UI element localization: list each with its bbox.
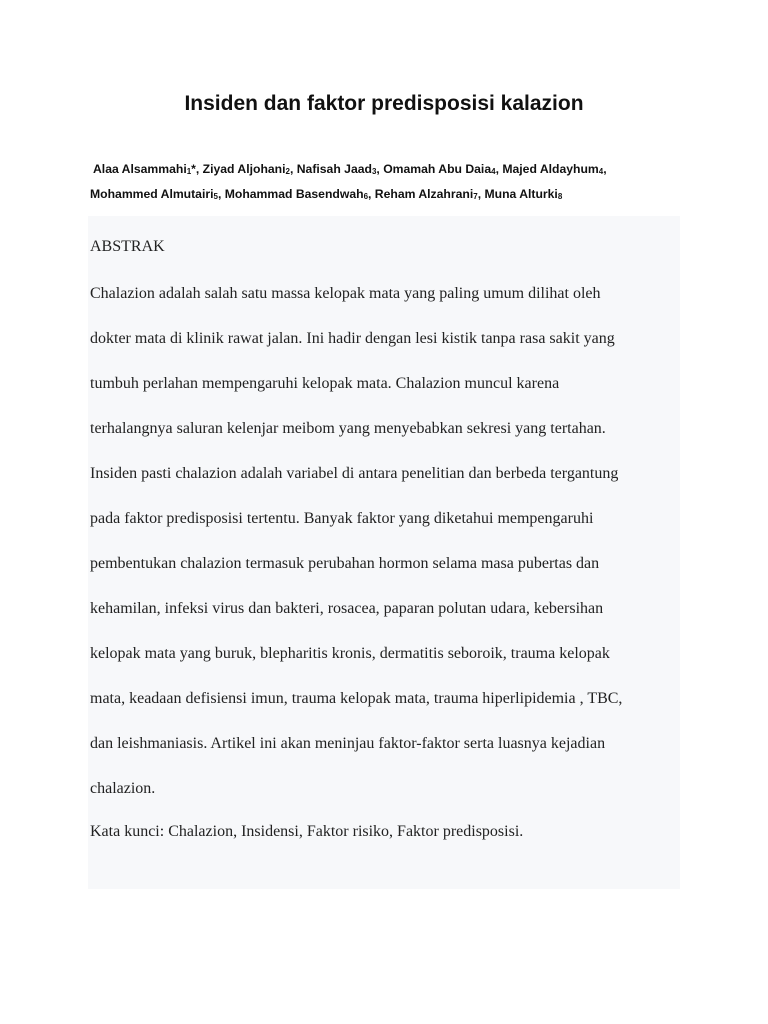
author-name: Reham Alzahrani bbox=[374, 187, 474, 201]
abstract-heading: ABSTRAK bbox=[90, 238, 165, 255]
author-affiliation: 8 bbox=[557, 192, 563, 201]
author-separator: , bbox=[217, 187, 225, 201]
abstract-line: dokter mata di klinik rawat jalan. Ini hadir dengan lesi kistik tanpa rasa sakit yang bbox=[90, 330, 615, 347]
author-affiliation: 5 bbox=[213, 192, 218, 201]
abstract-line: kelopak mata yang buruk, blepharitis kronis, dermatitis seboroik, trauma kelopak bbox=[90, 645, 610, 662]
author-affiliation: 4 bbox=[491, 167, 496, 176]
abstract-line: kehamilan, infeksi virus dan bakteri, rosacea, paparan polutan udara, kebersihan bbox=[90, 600, 604, 617]
author-name: Majed Aldayhum bbox=[502, 162, 599, 176]
abstract-line: pembentukan chalazion termasuk perubahan hormon selama masa pubertas dan bbox=[90, 555, 600, 572]
abstract-line: pada faktor predisposisi tertentu. Banyak faktor yang diketahui mempengaruhi bbox=[90, 510, 594, 527]
abstract-body bbox=[90, 283, 680, 823]
abstract-line: tumbuh perlahan mempengaruhi kelopak mata. Chalazion muncul karena bbox=[90, 375, 560, 392]
author-affiliation: 1 bbox=[186, 167, 192, 176]
author-separator: , bbox=[495, 162, 503, 176]
document-title: Insiden dan faktor predisposisi kalazion bbox=[184, 92, 584, 115]
author-name: Ziyad Aljohani bbox=[202, 162, 286, 176]
author-name: Mohammed Almutairi bbox=[90, 187, 214, 201]
author-affiliation: 2 bbox=[285, 167, 290, 176]
abstract-line: chalazion. bbox=[90, 780, 156, 797]
keywords: Kata kunci: Chalazion, Insidensi, Faktor risiko, Faktor predisposisi. bbox=[90, 823, 524, 840]
abstract-line: mata, keadaan defisiensi imun, trauma kelopak mata, trauma hiperlipidemia , TBC, bbox=[90, 690, 623, 707]
author-name: Nafisah Jaad bbox=[296, 162, 372, 176]
author-separator: , bbox=[289, 162, 297, 176]
abstract-section bbox=[88, 216, 680, 889]
author-separator: , bbox=[477, 187, 485, 201]
author-affiliation: 3 bbox=[371, 167, 377, 176]
abstract-line: dan leishmaniasis. Artikel ini akan meninjau faktor-faktor serta luasnya kejadian bbox=[90, 735, 606, 752]
author-affiliation: 6 bbox=[363, 192, 369, 201]
author-name: Muna Alturki bbox=[484, 187, 558, 201]
abstract-line: Insiden pasti chalazion adalah variabel di antara penelitian dan berbeda tergantung bbox=[90, 465, 619, 482]
author-name: Omamah Abu Daia bbox=[383, 162, 492, 176]
author-name: Mohammad Basendwah bbox=[224, 187, 364, 201]
abstract-line: Chalazion adalah salah satu massa kelopak mata yang paling umum dilihat oleh bbox=[90, 285, 601, 302]
author-separator: , bbox=[603, 162, 607, 176]
author-affiliation: 7 bbox=[473, 192, 478, 201]
abstract-line: terhalangnya saluran kelenjar meibom yang menyebabkan sekresi yang tertahan. bbox=[90, 420, 606, 437]
author-separator: , bbox=[368, 187, 375, 201]
author-separator: , bbox=[376, 162, 384, 176]
author-line-2 bbox=[90, 183, 690, 208]
author-affiliation: 4 bbox=[598, 167, 604, 176]
author-line-1 bbox=[90, 158, 690, 183]
author-list bbox=[90, 158, 690, 208]
author-name: Alaa Alsammahi bbox=[93, 162, 187, 176]
author-separator: *, bbox=[191, 162, 203, 176]
